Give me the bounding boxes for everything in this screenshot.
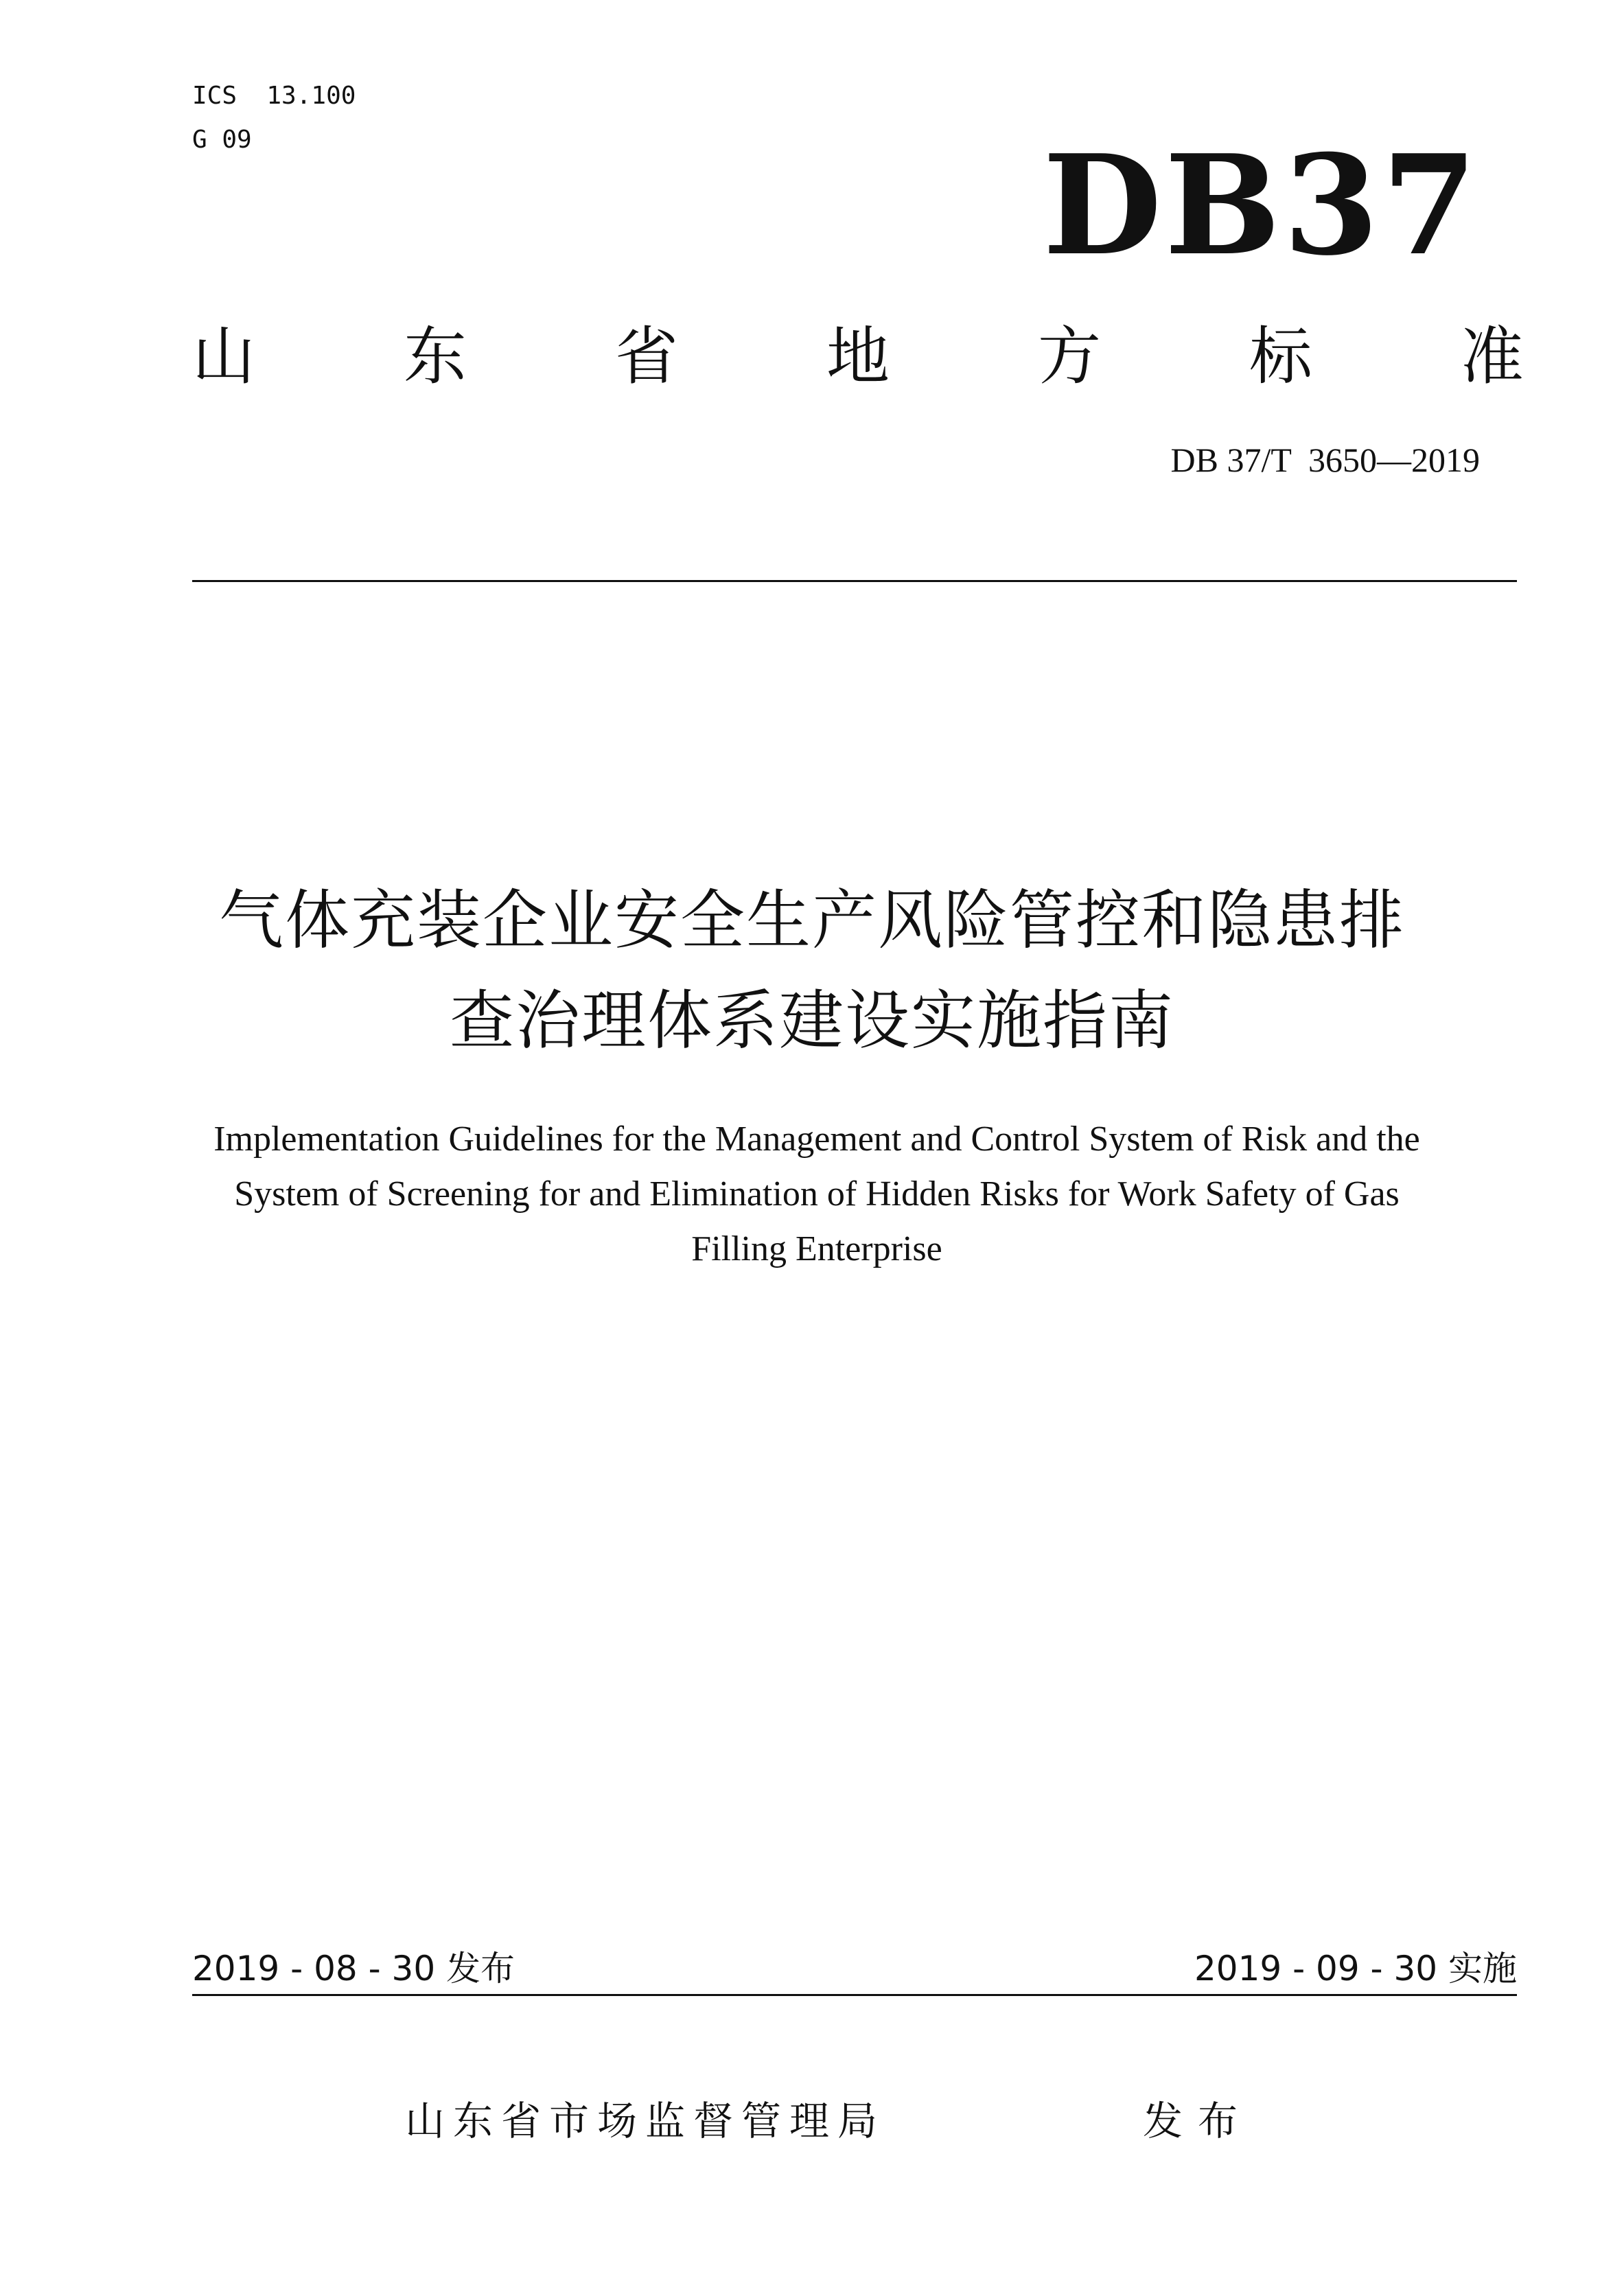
standard-type-char: 省 xyxy=(614,320,678,393)
standard-type-char: 地 xyxy=(826,320,890,393)
issuing-authority: 山东省市场监督管理局 xyxy=(405,2098,886,2144)
title-english-line-3: Filling Enterprise xyxy=(691,1229,942,1268)
issue-date: 2019 - 08 - 30 发布 xyxy=(192,1949,515,1988)
standard-type-char: 东 xyxy=(403,320,467,393)
effective-date: 2019 - 09 - 30 实施 xyxy=(1194,1949,1517,1988)
title-chinese-line-2: 查治理体系建设实施指南 xyxy=(449,984,1174,1058)
ccs-code: G 09 xyxy=(192,126,252,154)
standard-type-char: 准 xyxy=(1460,320,1524,393)
title-chinese-line-1: 气体充装企业安全生产风险管控和隐患排 xyxy=(218,883,1405,958)
ics-code: ICS 13.100 xyxy=(192,82,356,110)
standard-code-logo: DB37 xyxy=(1043,125,1480,286)
title-english-line-1: Implementation Guidelines for the Management and Control System of Risk and the xyxy=(213,1120,1420,1159)
standard-type-char: 山 xyxy=(192,320,256,393)
issued-label: 发布 xyxy=(1143,2098,1253,2144)
standard-type-char: 方 xyxy=(1037,320,1101,393)
title-english-line-2: System of Screening for and Elimination of Hidden Risks for Work Safety of Gas xyxy=(234,1174,1400,1214)
top-divider xyxy=(192,580,1517,582)
standard-number: DB 37/T 3650—2019 xyxy=(1170,441,1480,479)
standard-type-char: 标 xyxy=(1249,320,1312,393)
bottom-divider xyxy=(192,1994,1517,1996)
standard-type-heading xyxy=(192,320,1524,393)
